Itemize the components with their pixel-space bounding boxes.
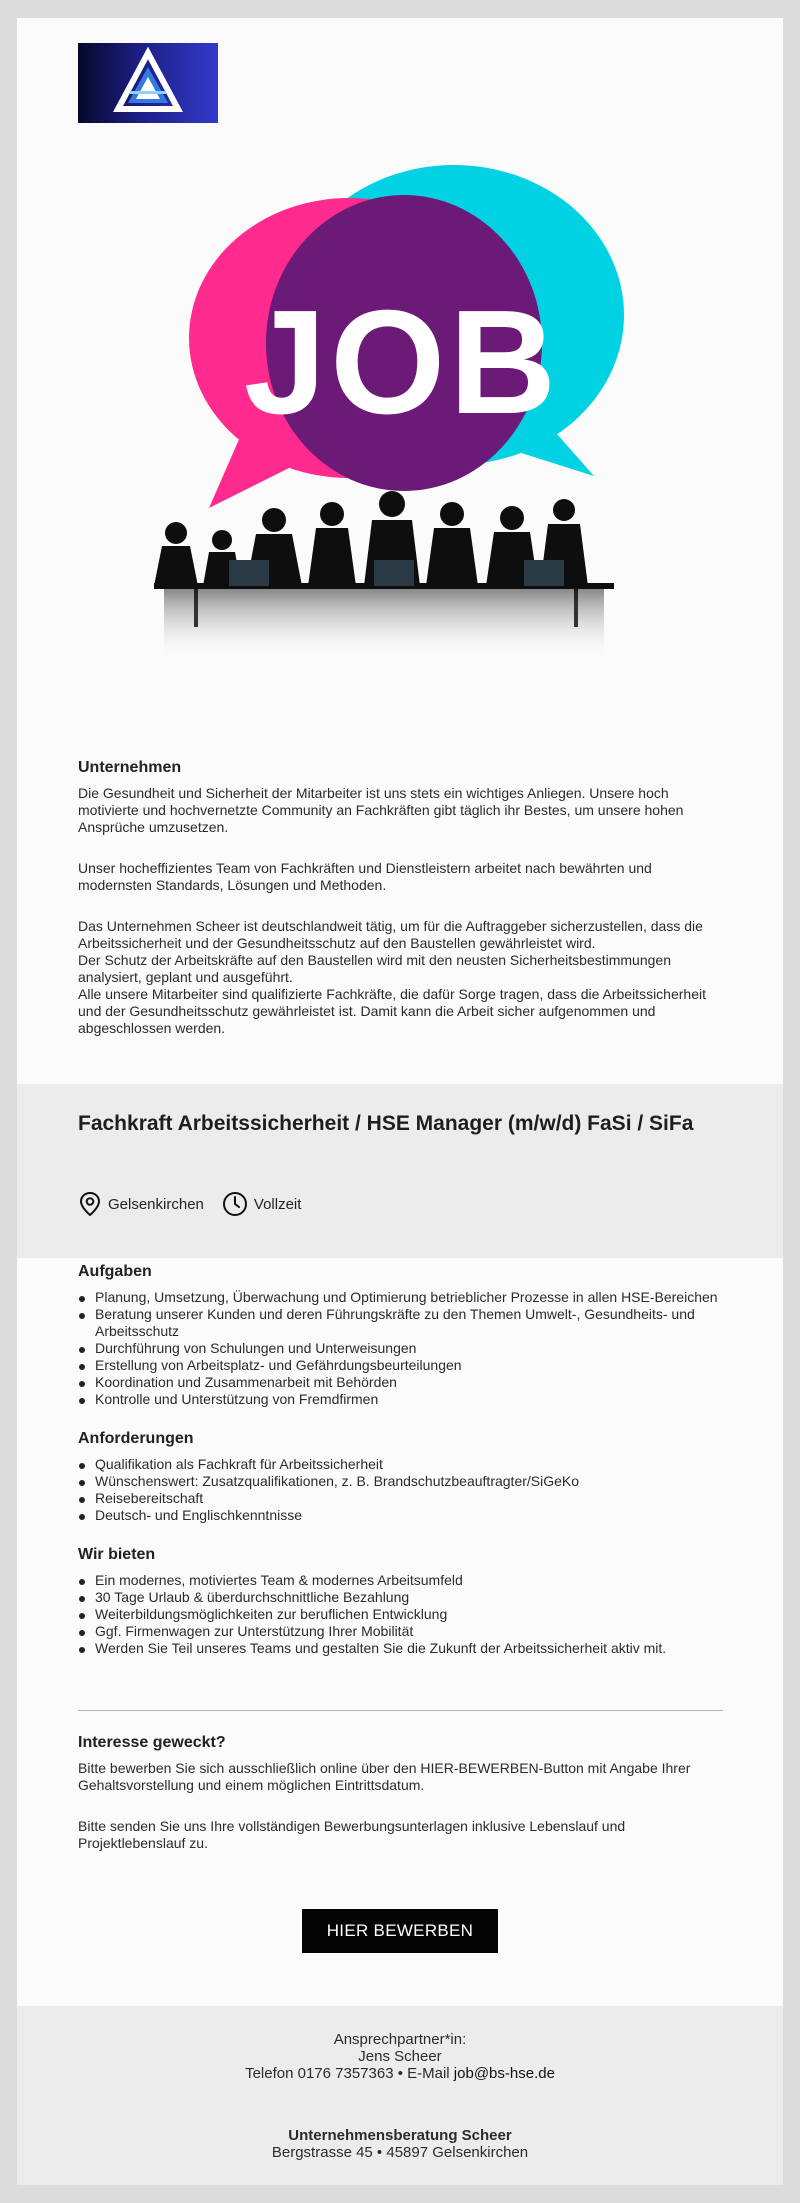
offers-list (78, 1572, 726, 1657)
company-heading: Unternehmen (78, 759, 182, 776)
company-paragraph-3a: Das Unternehmen Scheer ist deutschlandweit tätig, um für die Auftraggeber sicherzustellen, dass die Arbeitssicherheit und der Gesundheitsschutz auf den Baustellen gewährleistet wird. (78, 918, 703, 951)
apply-button[interactable]: HIER BEWERBEN (302, 1909, 498, 1953)
contact-line (17, 2065, 783, 2082)
company-paragraph-3c: Alle unsere Mitarbeiter sind qualifizierte Fachkräfte, die dafür Sorge tragen, dass die Arbeitssicherheit und der Gesundheitsschutz gewährleistet ist. Damit kann die Arbeit sicher aufgenommen und abgeschlossen werden. (78, 986, 706, 1036)
contact-label: Ansprechpartner*in: (333, 2031, 467, 2048)
list-item: Ggf. Firmenwagen zur Unterstützung Ihrer Mobilität (78, 1623, 726, 1640)
tasks-heading: Aufgaben (78, 1263, 152, 1280)
hero-job-word: JOB (243, 280, 561, 445)
tasks-list (78, 1289, 726, 1408)
company-logo (78, 43, 218, 123)
tasks-block (78, 1263, 726, 1408)
person-silhouette (426, 502, 478, 586)
list-item: Reisebereitschaft (78, 1490, 726, 1507)
location-pin-icon (78, 1191, 102, 1217)
job-meta (78, 1191, 319, 1217)
requirements-list (78, 1456, 726, 1524)
list-item: Deutsch- und Englischkenntnisse (78, 1507, 726, 1524)
company-name: Unternehmensberatung Scheer (288, 2127, 512, 2144)
company-paragraph-3b: Der Schutz der Arbeitskräfte auf den Baustellen wird mit den neusten Sicherheitsbestimmungen analysiert, geplant und ausgeführt. (78, 952, 671, 985)
list-item: Wünschenswert: Zusatzqualifikationen, z. B. Brandschutzbeauftragter/SiGeKo (78, 1473, 726, 1490)
interest-paragraph-2: Bitte senden Sie uns Ihre vollständigen Bewerbungsunterlagen inklusive Lebenslauf und Projektlebenslauf zu. (78, 1818, 626, 1851)
section-divider (78, 1710, 723, 1711)
list-item: Werden Sie Teil unseres Teams und gestalten Sie die Zukunft der Arbeitssicherheit aktiv mit. (78, 1640, 726, 1657)
list-item: Koordination und Zusammenarbeit mit Behörden (78, 1374, 726, 1391)
job-hero-illustration (134, 158, 674, 718)
list-item: Beratung unserer Kunden und deren Führungskräfte zu den Themen Umwelt-, Gesundheits- und Arbeitsschutz (78, 1306, 726, 1340)
list-item: Erstellung von Arbeitsplatz- und Gefährdungsbeurteilungen (78, 1357, 726, 1374)
person-silhouette (308, 502, 356, 586)
contact-block (17, 2031, 783, 2082)
requirements-block (78, 1430, 726, 1524)
list-item: Weiterbildungsmöglichkeiten zur beruflichen Entwicklung (78, 1606, 726, 1623)
table-reflection (164, 589, 604, 659)
list-item: 30 Tage Urlaub & überdurchschnittliche Bezahlung (78, 1589, 726, 1606)
company-paragraph-1: Die Gesundheit und Sicherheit der Mitarbeiter ist uns stets ein wichtiges Anliegen. Unsere hoch motivierte und hochvernetzte Community an Fachkräften gibt täglich ihr Bestes, um unsere hohen Ansprüche umzusetzen. (78, 785, 684, 835)
logo-triangle-icon (78, 43, 218, 123)
list-item: Qualifikation als Fachkraft für Arbeitssicherheit (78, 1456, 726, 1473)
job-details-section (78, 1263, 726, 1679)
contact-phone: Telefon 0176 7357363 • E-Mail (245, 2065, 454, 2082)
company-section (78, 759, 726, 1037)
company-paragraph-2: Unser hocheffizientes Team von Fachkräften und Dienstleistern arbeitet nach bewährten und modernsten Standards, Lösungen und Methoden. (78, 860, 652, 893)
footer-band (17, 2006, 783, 2185)
offers-heading: Wir bieten (78, 1546, 156, 1563)
interest-section (78, 1734, 726, 1852)
job-location-text: Gelsenkirchen (108, 1195, 204, 1213)
list-item: Durchführung von Schulungen und Unterweisungen (78, 1340, 726, 1357)
person-silhouette (154, 522, 198, 586)
job-title-band (17, 1084, 783, 1258)
job-location (78, 1191, 204, 1217)
interest-heading: Interesse geweckt? (78, 1734, 226, 1751)
job-type (222, 1191, 302, 1217)
contact-email-link[interactable]: job@bs-hse.de (453, 2065, 555, 2082)
requirements-heading: Anforderungen (78, 1430, 194, 1447)
list-item: Kontrolle und Unterstützung von Fremdfirmen (78, 1391, 726, 1408)
list-item: Ein modernes, motiviertes Team & modernes Arbeitsumfeld (78, 1572, 726, 1589)
job-title: Fachkraft Arbeitssicherheit / HSE Manager (m/w/d) FaSi / SiFa (78, 1112, 694, 1135)
list-item: Planung, Umsetzung, Überwachung und Optimierung betrieblicher Prozesse in allen HSE-Bereichen (78, 1289, 726, 1306)
interest-paragraph-1: Bitte bewerben Sie sich ausschließlich online über den HIER-BEWERBEN-Button mit Angabe Ihrer Gehaltsvorstellung und einem möglichen Eintrittsdatum. (78, 1760, 691, 1793)
job-type-text: Vollzeit (253, 1195, 302, 1213)
clock-icon (222, 1191, 248, 1217)
contact-name: Jens Scheer (358, 2048, 442, 2065)
job-posting-card (17, 18, 783, 2185)
company-address-block (17, 2127, 783, 2161)
company-address: Bergstrasse 45 • 45897 Gelsenkirchen (271, 2144, 529, 2161)
offers-block (78, 1546, 726, 1657)
